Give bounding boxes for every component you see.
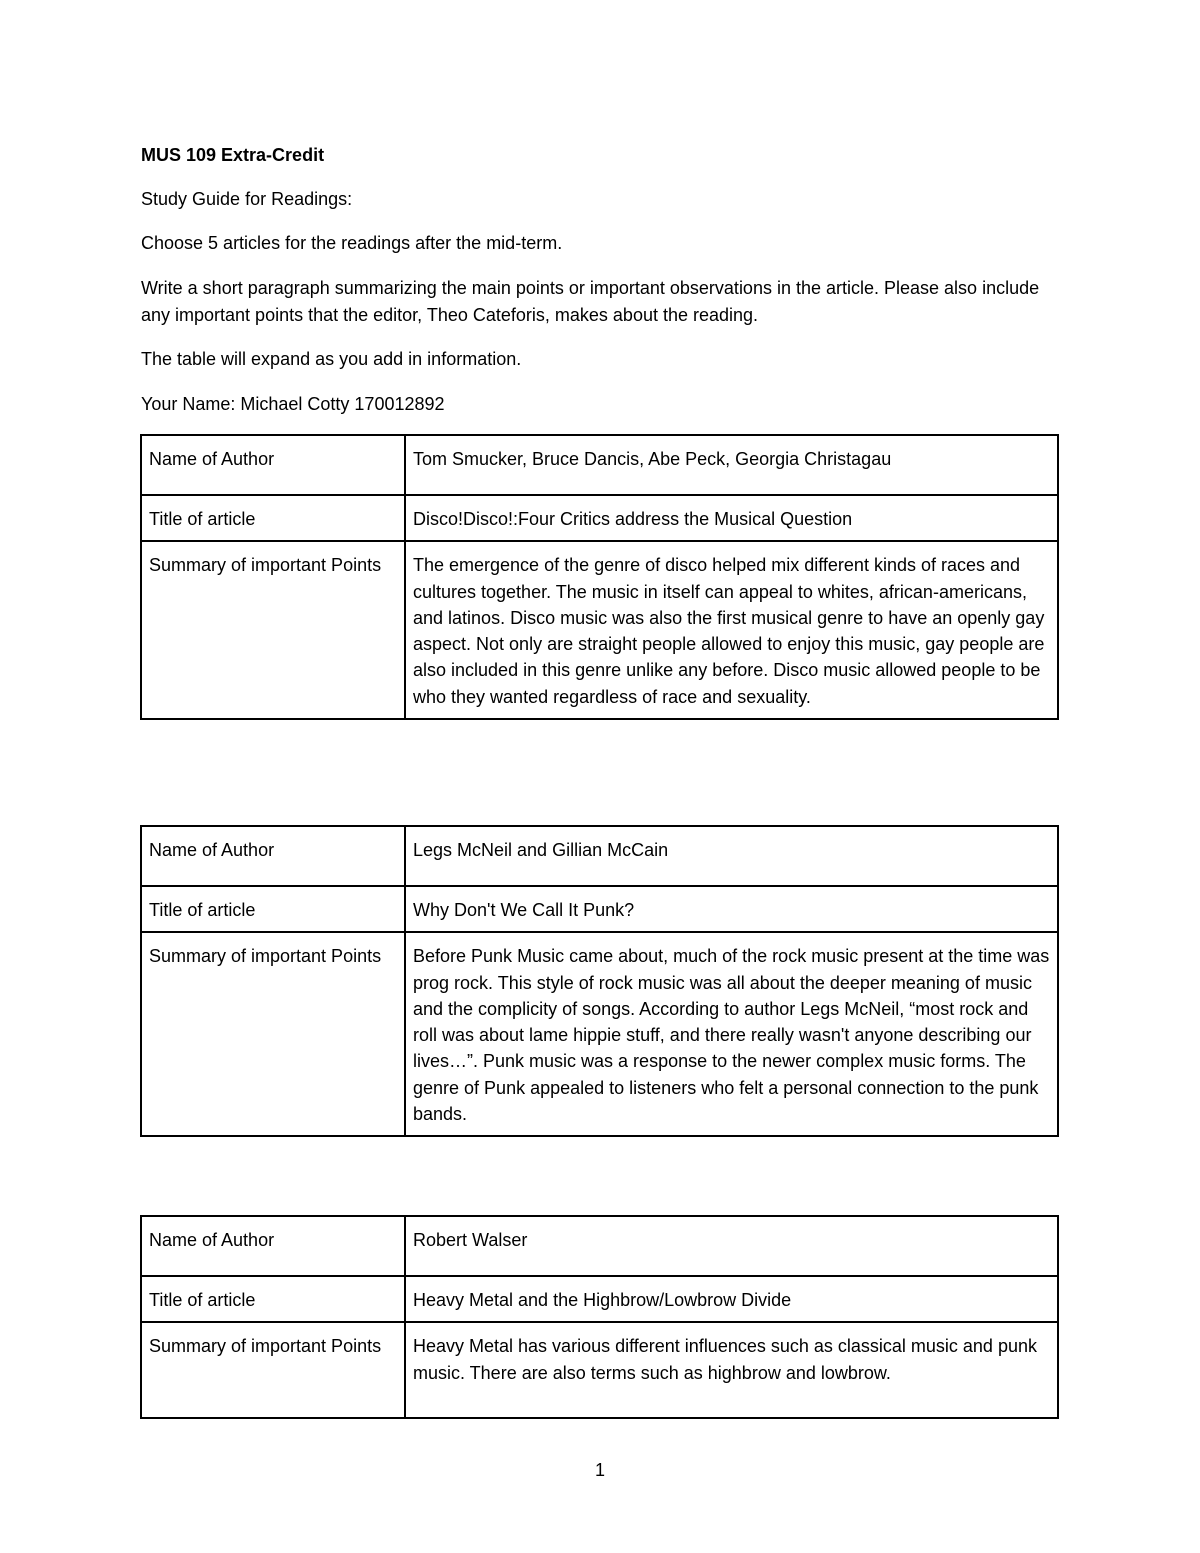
- author-label: Name of Author: [141, 435, 405, 495]
- author-label: Name of Author: [141, 1216, 405, 1276]
- title-value: Why Don't We Call It Punk?: [405, 886, 1058, 932]
- title-row: [141, 1276, 1058, 1322]
- instruction-table: The table will expand as you add in information.: [141, 349, 522, 369]
- instruction-write: Write a short paragraph summarizing the main points or important observations in the article. Please also include any important points that the editor, Theo Cateforis, makes about the reading.: [141, 278, 1040, 325]
- title-label: Title of article: [141, 886, 405, 932]
- author-label: Name of Author: [141, 826, 405, 886]
- title-label: Title of article: [141, 1276, 405, 1322]
- article-table-1: [140, 434, 1059, 720]
- author-row: [141, 826, 1058, 886]
- title-row: [141, 495, 1058, 541]
- instruction-choose: Choose 5 articles for the readings after the mid-term.: [141, 233, 563, 253]
- summary-label: Summary of important Points: [141, 541, 405, 719]
- summary-value: The emergence of the genre of disco helped mix different kinds of races and cultures together. The music in itself can appeal to whites, african-americans, and latinos. Disco music was also the first musical genre to have an openly gay aspect. Not only are straight people allowed to enjoy this music, gay people are also included in this genre unlike any before. Disco music allowed people to be who they wanted regardless of race and sexuality.: [405, 541, 1058, 719]
- author-value: Tom Smucker, Bruce Dancis, Abe Peck, Georgia Christagau: [405, 435, 1058, 495]
- article-table-2: [140, 825, 1059, 1137]
- summary-row: [141, 1322, 1058, 1418]
- summary-row: [141, 932, 1058, 1136]
- page-number: 1: [594, 1460, 605, 1480]
- summary-row: [141, 541, 1058, 719]
- author-row: [141, 1216, 1058, 1276]
- title-row: [141, 886, 1058, 932]
- study-guide-subtitle: Study Guide for Readings:: [141, 189, 353, 209]
- title-label: Title of article: [141, 495, 405, 541]
- author-value: Robert Walser: [405, 1216, 1058, 1276]
- course-title: MUS 109 Extra-Credit: [141, 145, 325, 165]
- summary-label: Summary of important Points: [141, 932, 405, 1136]
- author-row: [141, 435, 1058, 495]
- summary-value: Heavy Metal has various different influences such as classical music and punk music. There are also terms such as highbrow and lowbrow.: [405, 1322, 1058, 1418]
- summary-value: Before Punk Music came about, much of the rock music present at the time was prog rock. This style of rock music was all about the deeper meaning of music and the complicity of songs. According to author Legs McNeil, “most rock and roll was about lame hippie stuff, and there really wasn't anyone describing our lives…”. Punk music was a response to the newer complex music forms. The genre of Punk appealed to listeners who felt a personal connection to the punk bands.: [405, 932, 1058, 1136]
- summary-label: Summary of important Points: [141, 1322, 405, 1418]
- title-value: Heavy Metal and the Highbrow/Lowbrow Divide: [405, 1276, 1058, 1322]
- title-value: Disco!Disco!:Four Critics address the Musical Question: [405, 495, 1058, 541]
- article-table-3: [140, 1215, 1059, 1419]
- your-name: Your Name: Michael Cotty 170012892: [141, 394, 445, 414]
- author-value: Legs McNeil and Gillian McCain: [405, 826, 1058, 886]
